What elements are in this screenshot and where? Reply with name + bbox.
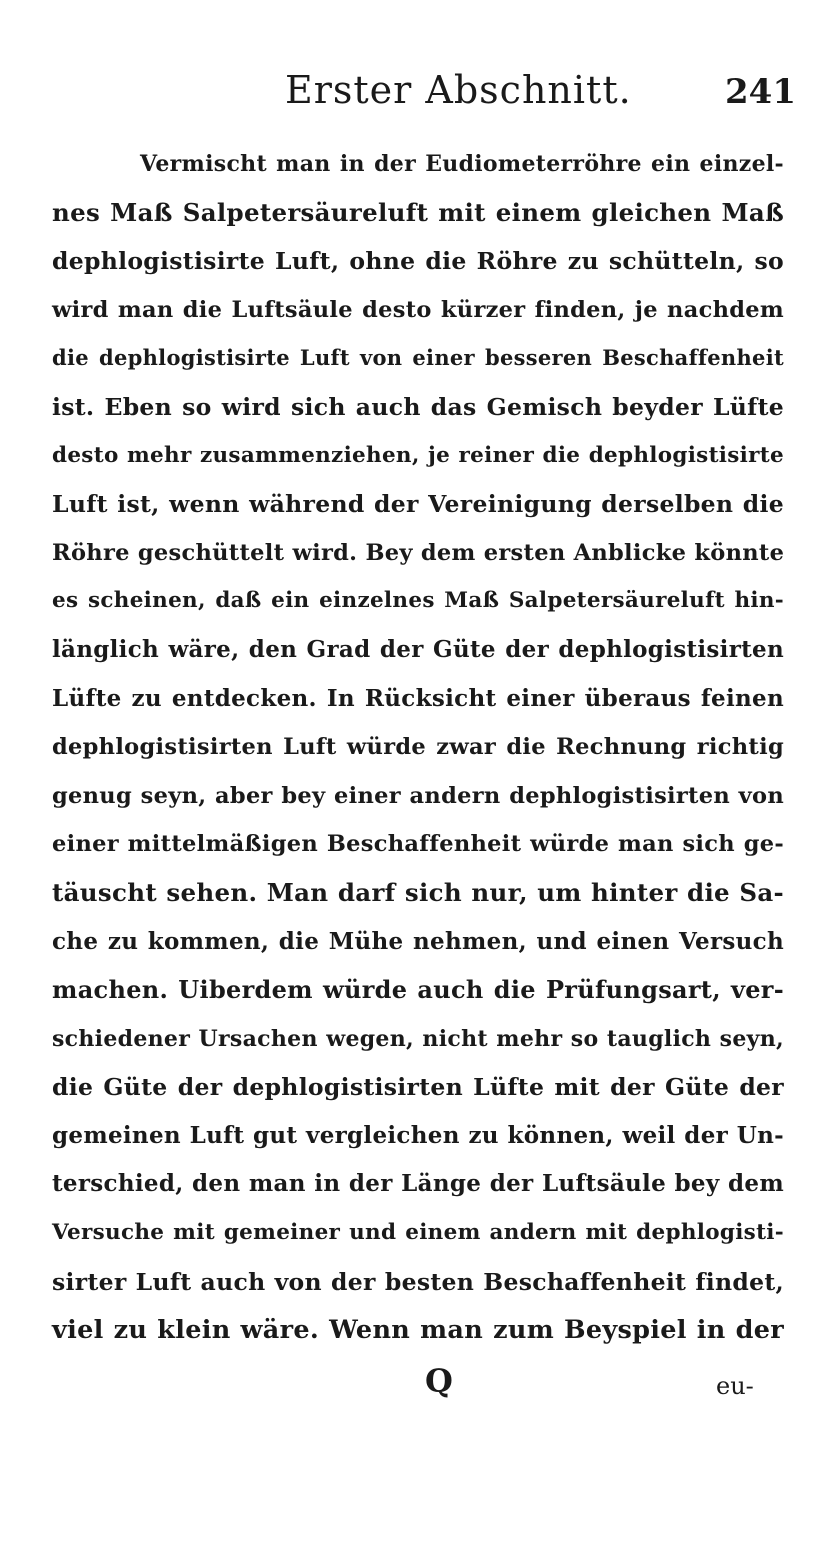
- signature-mark: Q: [425, 1362, 453, 1400]
- running-head: [0, 68, 830, 118]
- text-line: länglich wäre, den Grad der Güte der dephlogistisirten: [52, 635, 784, 663]
- text-line: gemeinen Luft gut vergleichen zu können, weil der Un-: [52, 1121, 784, 1149]
- text-line: wird man die Luftsäule desto kürzer finden, je nachdem: [52, 296, 784, 323]
- text-line: die Güte der dephlogistisirten Lüfte mit der Güte der: [52, 1073, 784, 1102]
- catchword: eu-: [716, 1372, 754, 1400]
- text-line: Luft ist, wenn während der Vereinigung derselben die: [52, 490, 784, 519]
- text-line: Vermischt man in der Eudiometerröhre ein einzel-: [140, 151, 784, 177]
- text-line: schiedener Ursachen wegen, nicht mehr so tauglich seyn,: [52, 1025, 784, 1052]
- text-line: dephlogistisirte Luft, ohne die Röhre zu schütteln, so: [52, 247, 784, 276]
- text-line: genug seyn, aber bey einer andern dephlogistisirten von: [52, 782, 784, 809]
- text-line: sirter Luft auch von der besten Beschaffenheit findet,: [52, 1267, 784, 1296]
- text-line: Röhre geschüttelt wird. Bey dem ersten Anblicke könnte: [52, 539, 785, 566]
- text-line: dephlogistisirten Luft würde zwar die Rechnung richtig: [52, 734, 784, 761]
- text-line: Lüfte zu entdecken. In Rücksicht einer überaus feinen: [52, 684, 784, 712]
- text-line: die dephlogistisirte Luft von einer besseren Beschaffenheit: [52, 345, 784, 371]
- text-line: machen. Uiberdem würde auch die Prüfungsart, ver-: [52, 975, 784, 1005]
- text-line: einer mittelmäßigen Beschaffenheit würde man sich ge-: [52, 831, 784, 858]
- text-line: terschied, den man in der Länge der Luftsäule bey dem: [52, 1170, 784, 1198]
- text-line: es scheinen, daß ein einzelnes Maß Salpetersäureluft hin-: [52, 588, 784, 614]
- text-line: che zu kommen, die Mühe nehmen, und einen Versuch: [52, 927, 784, 955]
- body-text: [52, 140, 784, 1355]
- page-number: 241: [725, 72, 796, 112]
- text-line: ist. Eben so wird sich auch das Gemisch beyder Lüfte: [52, 392, 784, 421]
- text-line: desto mehr zusammenziehen, je reiner die dephlogistisirte: [52, 442, 784, 468]
- text-line: Versuche mit gemeiner und einem andern mit dephlogisti-: [52, 1220, 784, 1246]
- running-title: Erster Abschnitt.: [285, 68, 632, 112]
- text-line: viel zu klein wäre. Wenn man zum Beyspiel in der: [52, 1315, 784, 1346]
- text-line: täuscht sehen. Man darf sich nur, um hinter die Sa-: [52, 877, 784, 907]
- text-line: nes Maß Salpetersäureluft mit einem gleichen Maß: [52, 197, 784, 227]
